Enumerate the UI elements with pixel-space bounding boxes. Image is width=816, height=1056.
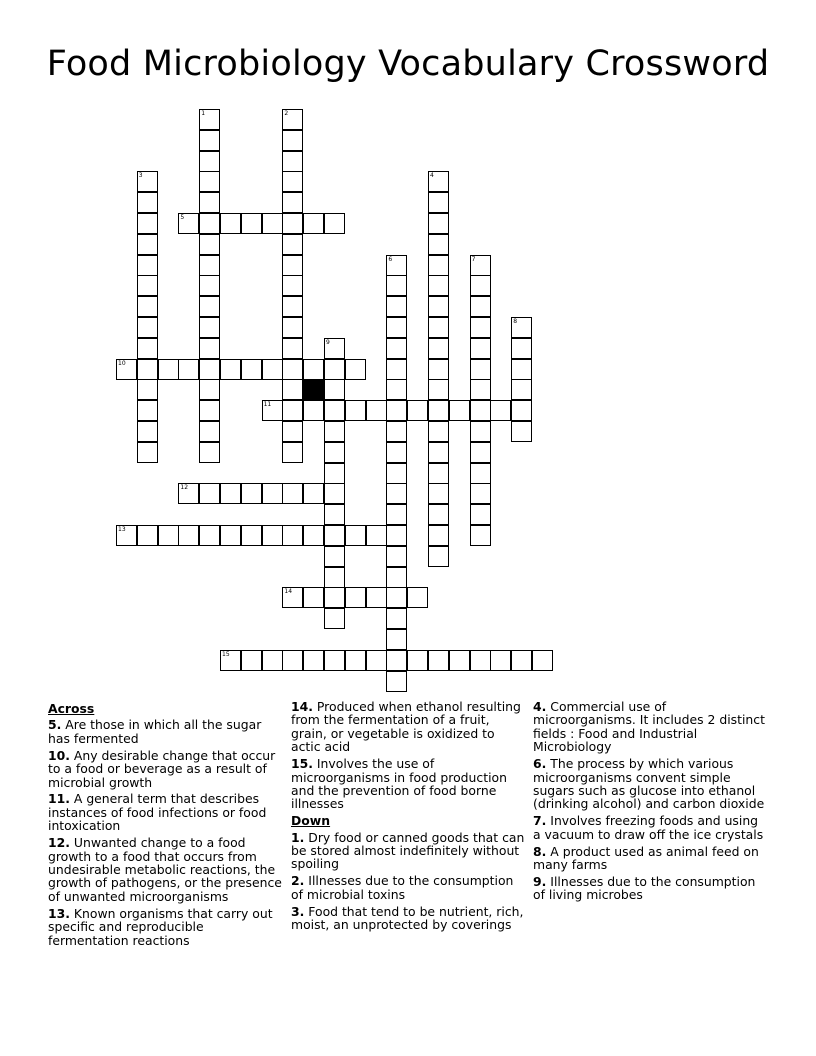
- crossword-cell[interactable]: [386, 671, 407, 692]
- clue-item-text: Any desirable change that occur to a food or beverage as a result of microbial growth: [48, 747, 276, 790]
- clue-item-text: Unwanted change to a food growth to a food that occurs from undesirable metabolic reactions, the growth of pathogens, or the presence of unwanted microorganisms: [48, 835, 282, 904]
- crossword-cell[interactable]: [241, 650, 262, 671]
- crossword-cell[interactable]: [470, 296, 491, 317]
- crossword-cell[interactable]: [428, 171, 449, 192]
- crossword-cell[interactable]: [470, 483, 491, 504]
- crossword-cell[interactable]: [345, 400, 366, 421]
- crossword-cell[interactable]: [386, 608, 407, 629]
- clue-item-number: 3.: [291, 903, 305, 919]
- crossword-cell[interactable]: [428, 255, 449, 276]
- crossword-cell[interactable]: [137, 359, 158, 380]
- clue-column-2: [291, 700, 527, 935]
- crossword-cell[interactable]: [324, 359, 345, 380]
- crossword-cell[interactable]: [511, 421, 532, 442]
- crossword-cell[interactable]: [470, 359, 491, 380]
- clue-item: [291, 757, 527, 811]
- clue-item-number: 2.: [291, 873, 305, 889]
- crossword-cell[interactable]: [324, 442, 345, 463]
- page-title: Food Microbiology Vocabulary Crossword: [46, 44, 770, 84]
- crossword-cell[interactable]: [366, 400, 387, 421]
- clue-item: [48, 836, 284, 903]
- clue-heading: Down: [291, 813, 331, 829]
- crossword-cell[interactable]: [490, 650, 511, 671]
- crossword-cell[interactable]: [116, 525, 137, 546]
- crossword-cell[interactable]: [199, 338, 220, 359]
- clue-item-text: Food that tend to be nutrient, rich, moist, an unprotected by coverings: [291, 903, 524, 933]
- clue-item-text: Known organisms that carry out specific and reproducible fermentation reactions: [48, 905, 273, 948]
- crossword-cell[interactable]: [303, 650, 324, 671]
- crossword-cell[interactable]: [428, 275, 449, 296]
- crossword-cell[interactable]: [532, 650, 553, 671]
- crossword-cell[interactable]: [282, 483, 303, 504]
- clue-item-text: Illnesses due to the consumption of living microbes: [533, 873, 756, 903]
- clue-item: [533, 875, 769, 902]
- crossword-cell[interactable]: [324, 463, 345, 484]
- crossword-cell[interactable]: [449, 650, 470, 671]
- crossword-cell[interactable]: [386, 463, 407, 484]
- crossword-cell[interactable]: [241, 525, 262, 546]
- crossword-cell[interactable]: [220, 525, 241, 546]
- crossword-cell[interactable]: [199, 421, 220, 442]
- crossword-cell[interactable]: [199, 171, 220, 192]
- crossword-cell[interactable]: [262, 525, 283, 546]
- crossword-cell[interactable]: [386, 296, 407, 317]
- clue-item-number: 5.: [48, 717, 62, 733]
- clue-item: [533, 700, 769, 754]
- crossword-cell[interactable]: [470, 650, 491, 671]
- crossword-cell[interactable]: [428, 192, 449, 213]
- crossword-cell[interactable]: [262, 650, 283, 671]
- crossword-cell[interactable]: [386, 525, 407, 546]
- crossword-cell[interactable]: [386, 546, 407, 567]
- clue-item-number: 12.: [48, 835, 70, 851]
- clue-number: 8: [513, 318, 518, 325]
- crossword-cell[interactable]: [241, 483, 262, 504]
- crossword-cell[interactable]: [178, 213, 199, 234]
- crossword-cell[interactable]: [386, 567, 407, 588]
- crossword-cell[interactable]: [386, 421, 407, 442]
- crossword-cell[interactable]: [511, 338, 532, 359]
- clue-item: [48, 792, 284, 832]
- crossword-cell[interactable]: [137, 296, 158, 317]
- crossword-cell[interactable]: [199, 130, 220, 151]
- crossword-cell[interactable]: [137, 338, 158, 359]
- crossword-cell[interactable]: [428, 213, 449, 234]
- crossword-cell[interactable]: [199, 379, 220, 400]
- crossword-cell[interactable]: [324, 213, 345, 234]
- crossword-cell[interactable]: [137, 171, 158, 192]
- crossword-cell[interactable]: [178, 483, 199, 504]
- crossword-cell[interactable]: [324, 400, 345, 421]
- crossword-cell[interactable]: [199, 109, 220, 130]
- crossword-cell[interactable]: [303, 359, 324, 380]
- crossword-cell[interactable]: [137, 442, 158, 463]
- crossword-cell[interactable]: [345, 525, 366, 546]
- crossword-cell[interactable]: [137, 192, 158, 213]
- crossword-cell[interactable]: [511, 400, 532, 421]
- clue-number: 9: [326, 338, 330, 346]
- crossword-cell[interactable]: [241, 359, 262, 380]
- crossword-cell[interactable]: [262, 213, 283, 234]
- crossword-cell[interactable]: [199, 192, 220, 213]
- crossword-cell[interactable]: [282, 296, 303, 317]
- crossword-cell[interactable]: [199, 151, 220, 172]
- crossword-cell[interactable]: [386, 629, 407, 650]
- crossword-cell[interactable]: [282, 151, 303, 172]
- crossword-cell[interactable]: [470, 275, 491, 296]
- crossword-cell[interactable]: [282, 442, 303, 463]
- crossword-cell[interactable]: [470, 463, 491, 484]
- clue-item-text: Involves the use of microorganisms in food production and the prevention of food borne illnesses: [291, 756, 507, 812]
- crossword-cell[interactable]: [428, 525, 449, 546]
- crossword-cell[interactable]: [386, 587, 407, 608]
- crossword-cell[interactable]: [137, 255, 158, 276]
- clue-number: 12: [180, 484, 189, 492]
- clue-item-number: 1.: [291, 829, 305, 845]
- clue-item: [533, 845, 769, 872]
- crossword-cell[interactable]: [282, 587, 303, 608]
- crossword-cell[interactable]: [428, 442, 449, 463]
- crossword-cell[interactable]: [386, 504, 407, 525]
- crossword-cell[interactable]: [282, 255, 303, 276]
- crossword-cell[interactable]: [324, 379, 345, 400]
- clue-item-text: Commercial use of microorganisms. It includes 2 distinct fields : Food and Industrial Microbiology: [533, 699, 765, 755]
- crossword-cell[interactable]: [324, 338, 345, 359]
- clue-number: 2: [284, 110, 289, 117]
- clue-column-1: [48, 700, 284, 950]
- crossword-cell[interactable]: [116, 359, 137, 380]
- crossword-cell[interactable]: [345, 359, 366, 380]
- crossword-cell[interactable]: [386, 255, 407, 276]
- crossword-cell[interactable]: [470, 421, 491, 442]
- crossword-cell[interactable]: [137, 400, 158, 421]
- crossword-cell[interactable]: [470, 400, 491, 421]
- clue-item-number: 8.: [533, 843, 547, 859]
- crossword-cell[interactable]: [262, 483, 283, 504]
- crossword-cell[interactable]: [428, 463, 449, 484]
- crossword-cell[interactable]: [324, 421, 345, 442]
- clue-column-3: [533, 700, 769, 905]
- clue-item-text: Produced when ethanol resulting from the fermentation of a fruit, grain, or vegetable is oxidized to actic acid: [291, 699, 521, 755]
- crossword-cell[interactable]: [470, 317, 491, 338]
- clue-item-number: 14.: [291, 699, 313, 714]
- crossword-cell[interactable]: [199, 525, 220, 546]
- crossword-cell[interactable]: [407, 400, 428, 421]
- crossword-cell[interactable]: [511, 317, 532, 338]
- crossword-cell[interactable]: [282, 421, 303, 442]
- crossword-cell[interactable]: [324, 546, 345, 567]
- crossword-cell[interactable]: [262, 359, 283, 380]
- crossword-cell[interactable]: [428, 546, 449, 567]
- crossword-cell[interactable]: [282, 109, 303, 130]
- crossword-cell[interactable]: [282, 400, 303, 421]
- crossword-cell[interactable]: [220, 213, 241, 234]
- clue-item-number: 13.: [48, 905, 70, 921]
- crossword-cell[interactable]: [324, 483, 345, 504]
- crossword-cell[interactable]: [470, 379, 491, 400]
- clue-item: [533, 757, 769, 811]
- crossword-cell[interactable]: [490, 400, 511, 421]
- clue-item-number: 9.: [533, 873, 547, 889]
- crossword-cell[interactable]: [303, 213, 324, 234]
- crossword-cell[interactable]: [282, 213, 303, 234]
- clue-item-text: Involves freezing foods and using a vacuum to draw off the ice crystals: [533, 813, 764, 842]
- crossword-cell[interactable]: [428, 483, 449, 504]
- clue-item-text: Dry food or canned goods that can be stored almost indefinitely without spoiling: [291, 829, 525, 872]
- crossword-cell[interactable]: [407, 587, 428, 608]
- clue-item: [291, 700, 527, 754]
- crossword-cell[interactable]: [511, 379, 532, 400]
- crossword-cell[interactable]: [366, 650, 387, 671]
- clue-item-number: 15.: [291, 756, 313, 772]
- crossword-cell[interactable]: [199, 359, 220, 380]
- crossword-cell[interactable]: [428, 359, 449, 380]
- crossword-cell[interactable]: [428, 317, 449, 338]
- crossword-cell[interactable]: [428, 421, 449, 442]
- clue-item-number: 10.: [48, 747, 70, 763]
- crossword-cell[interactable]: [282, 525, 303, 546]
- crossword-cell[interactable]: [511, 359, 532, 380]
- crossword-cell[interactable]: [386, 275, 407, 296]
- clue-item: [291, 831, 527, 871]
- crossword-cell[interactable]: [386, 359, 407, 380]
- crossword-cell[interactable]: [220, 483, 241, 504]
- crossword-cell[interactable]: [178, 359, 199, 380]
- crossword-cell[interactable]: [449, 400, 470, 421]
- crossword-cell[interactable]: [199, 275, 220, 296]
- clue-number: 11: [263, 401, 272, 409]
- crossword-cell[interactable]: [178, 525, 199, 546]
- crossword-cell[interactable]: [282, 338, 303, 359]
- clue-item-text: A general term that describes instances of food infections or food intoxication: [48, 791, 267, 834]
- crossword-cell[interactable]: [282, 130, 303, 151]
- crossword-cell[interactable]: [282, 275, 303, 296]
- crossword-cell[interactable]: [303, 587, 324, 608]
- crossword-cell[interactable]: [386, 442, 407, 463]
- clue-item: [48, 907, 284, 947]
- crossword-cell[interactable]: [386, 317, 407, 338]
- crossword-cell[interactable]: [241, 213, 262, 234]
- crossword-cell[interactable]: [137, 317, 158, 338]
- clue-number: 1: [201, 110, 206, 117]
- crossword-cell[interactable]: [366, 587, 387, 608]
- crossword-cell[interactable]: [137, 275, 158, 296]
- crossword-cell[interactable]: [303, 400, 324, 421]
- crossword-cell[interactable]: [282, 171, 303, 192]
- clue-number: 14: [284, 588, 293, 596]
- crossword-cell[interactable]: [199, 400, 220, 421]
- clue-item-number: 11.: [48, 791, 70, 807]
- clue-heading: Across: [48, 701, 95, 716]
- crossword-cell[interactable]: [220, 359, 241, 380]
- crossword-cell[interactable]: [386, 338, 407, 359]
- crossword-cell[interactable]: [324, 567, 345, 588]
- crossword-cell[interactable]: [428, 504, 449, 525]
- crossword-cell[interactable]: [199, 483, 220, 504]
- clue-number: 7: [471, 255, 476, 263]
- clue-item: [48, 749, 284, 789]
- crossword-cell[interactable]: [282, 317, 303, 338]
- crossword-cell[interactable]: [282, 359, 303, 380]
- crossword-cell[interactable]: [199, 255, 220, 276]
- clue-item: [291, 905, 527, 932]
- crossword-cell[interactable]: [407, 650, 428, 671]
- crossword-cell[interactable]: [470, 504, 491, 525]
- crossword-cell[interactable]: [137, 379, 158, 400]
- crossword-cell[interactable]: [366, 525, 387, 546]
- crossword-cell[interactable]: [470, 255, 491, 276]
- clue-item-number: 4.: [533, 699, 547, 714]
- crossword-cell[interactable]: [428, 338, 449, 359]
- crossword-cell[interactable]: [282, 234, 303, 255]
- clue-item-number: 7.: [533, 813, 547, 829]
- clue-item-number: 6.: [533, 756, 547, 772]
- black-cell: [303, 379, 324, 400]
- clue-number: 10: [118, 359, 126, 367]
- crossword-cell[interactable]: [470, 442, 491, 463]
- crossword-cell[interactable]: [199, 296, 220, 317]
- crossword-cell[interactable]: [324, 587, 345, 608]
- crossword-cell[interactable]: [220, 650, 241, 671]
- crossword-cell[interactable]: [158, 359, 179, 380]
- crossword-cell[interactable]: [386, 400, 407, 421]
- crossword-cell[interactable]: [324, 525, 345, 546]
- clue-item-text: Are those in which all the sugar has fermented: [48, 717, 262, 746]
- crossword-cell[interactable]: [428, 650, 449, 671]
- clue-number: 5: [180, 214, 185, 221]
- crossword-cell[interactable]: [137, 213, 158, 234]
- clue-item-text: Illnesses due to the consumption of microbial toxins: [291, 873, 514, 902]
- crossword-cell[interactable]: [199, 234, 220, 255]
- crossword-cell[interactable]: [303, 525, 324, 546]
- clue-item-text: The process by which various microorganisms convent simple sugars such as glucose into ethanol (drinking alcohol) and carbon dioxide: [533, 756, 765, 812]
- crossword-cell[interactable]: [386, 650, 407, 671]
- crossword-cell[interactable]: [324, 504, 345, 525]
- crossword-cell[interactable]: [199, 213, 220, 234]
- crossword-cell[interactable]: [137, 421, 158, 442]
- clue-number: 13: [118, 526, 126, 533]
- clue-item: [533, 814, 769, 841]
- crossword-cell[interactable]: [199, 317, 220, 338]
- crossword-cell[interactable]: [282, 192, 303, 213]
- crossword-cell[interactable]: [199, 442, 220, 463]
- clue-number: 3: [138, 172, 143, 180]
- crossword-cell[interactable]: [303, 483, 324, 504]
- crossword-cell[interactable]: [324, 650, 345, 671]
- clue-number: 4: [430, 172, 434, 180]
- crossword-cell[interactable]: [386, 483, 407, 504]
- crossword-cell[interactable]: [386, 379, 407, 400]
- crossword-cell[interactable]: [137, 234, 158, 255]
- crossword-cell[interactable]: [345, 587, 366, 608]
- crossword-cell[interactable]: [470, 525, 491, 546]
- clue-item-text: A product used as animal feed on many farms: [533, 843, 759, 872]
- crossword-cell[interactable]: [137, 525, 158, 546]
- crossword-cell[interactable]: [345, 650, 366, 671]
- clue-item: [48, 718, 284, 745]
- crossword-cell[interactable]: [282, 650, 303, 671]
- clue-item: [291, 874, 527, 901]
- crossword-cell[interactable]: [428, 234, 449, 255]
- crossword-cell[interactable]: [428, 379, 449, 400]
- crossword-cell[interactable]: [470, 338, 491, 359]
- clue-number: 15: [222, 650, 230, 658]
- crossword-cell[interactable]: [282, 379, 303, 400]
- crossword-cell[interactable]: [511, 650, 532, 671]
- crossword-cell[interactable]: [158, 525, 179, 546]
- crossword-cell[interactable]: [324, 608, 345, 629]
- clue-number: 6: [388, 255, 393, 263]
- crossword-cell[interactable]: [262, 400, 283, 421]
- crossword-cell[interactable]: [428, 400, 449, 421]
- crossword-cell[interactable]: [428, 296, 449, 317]
